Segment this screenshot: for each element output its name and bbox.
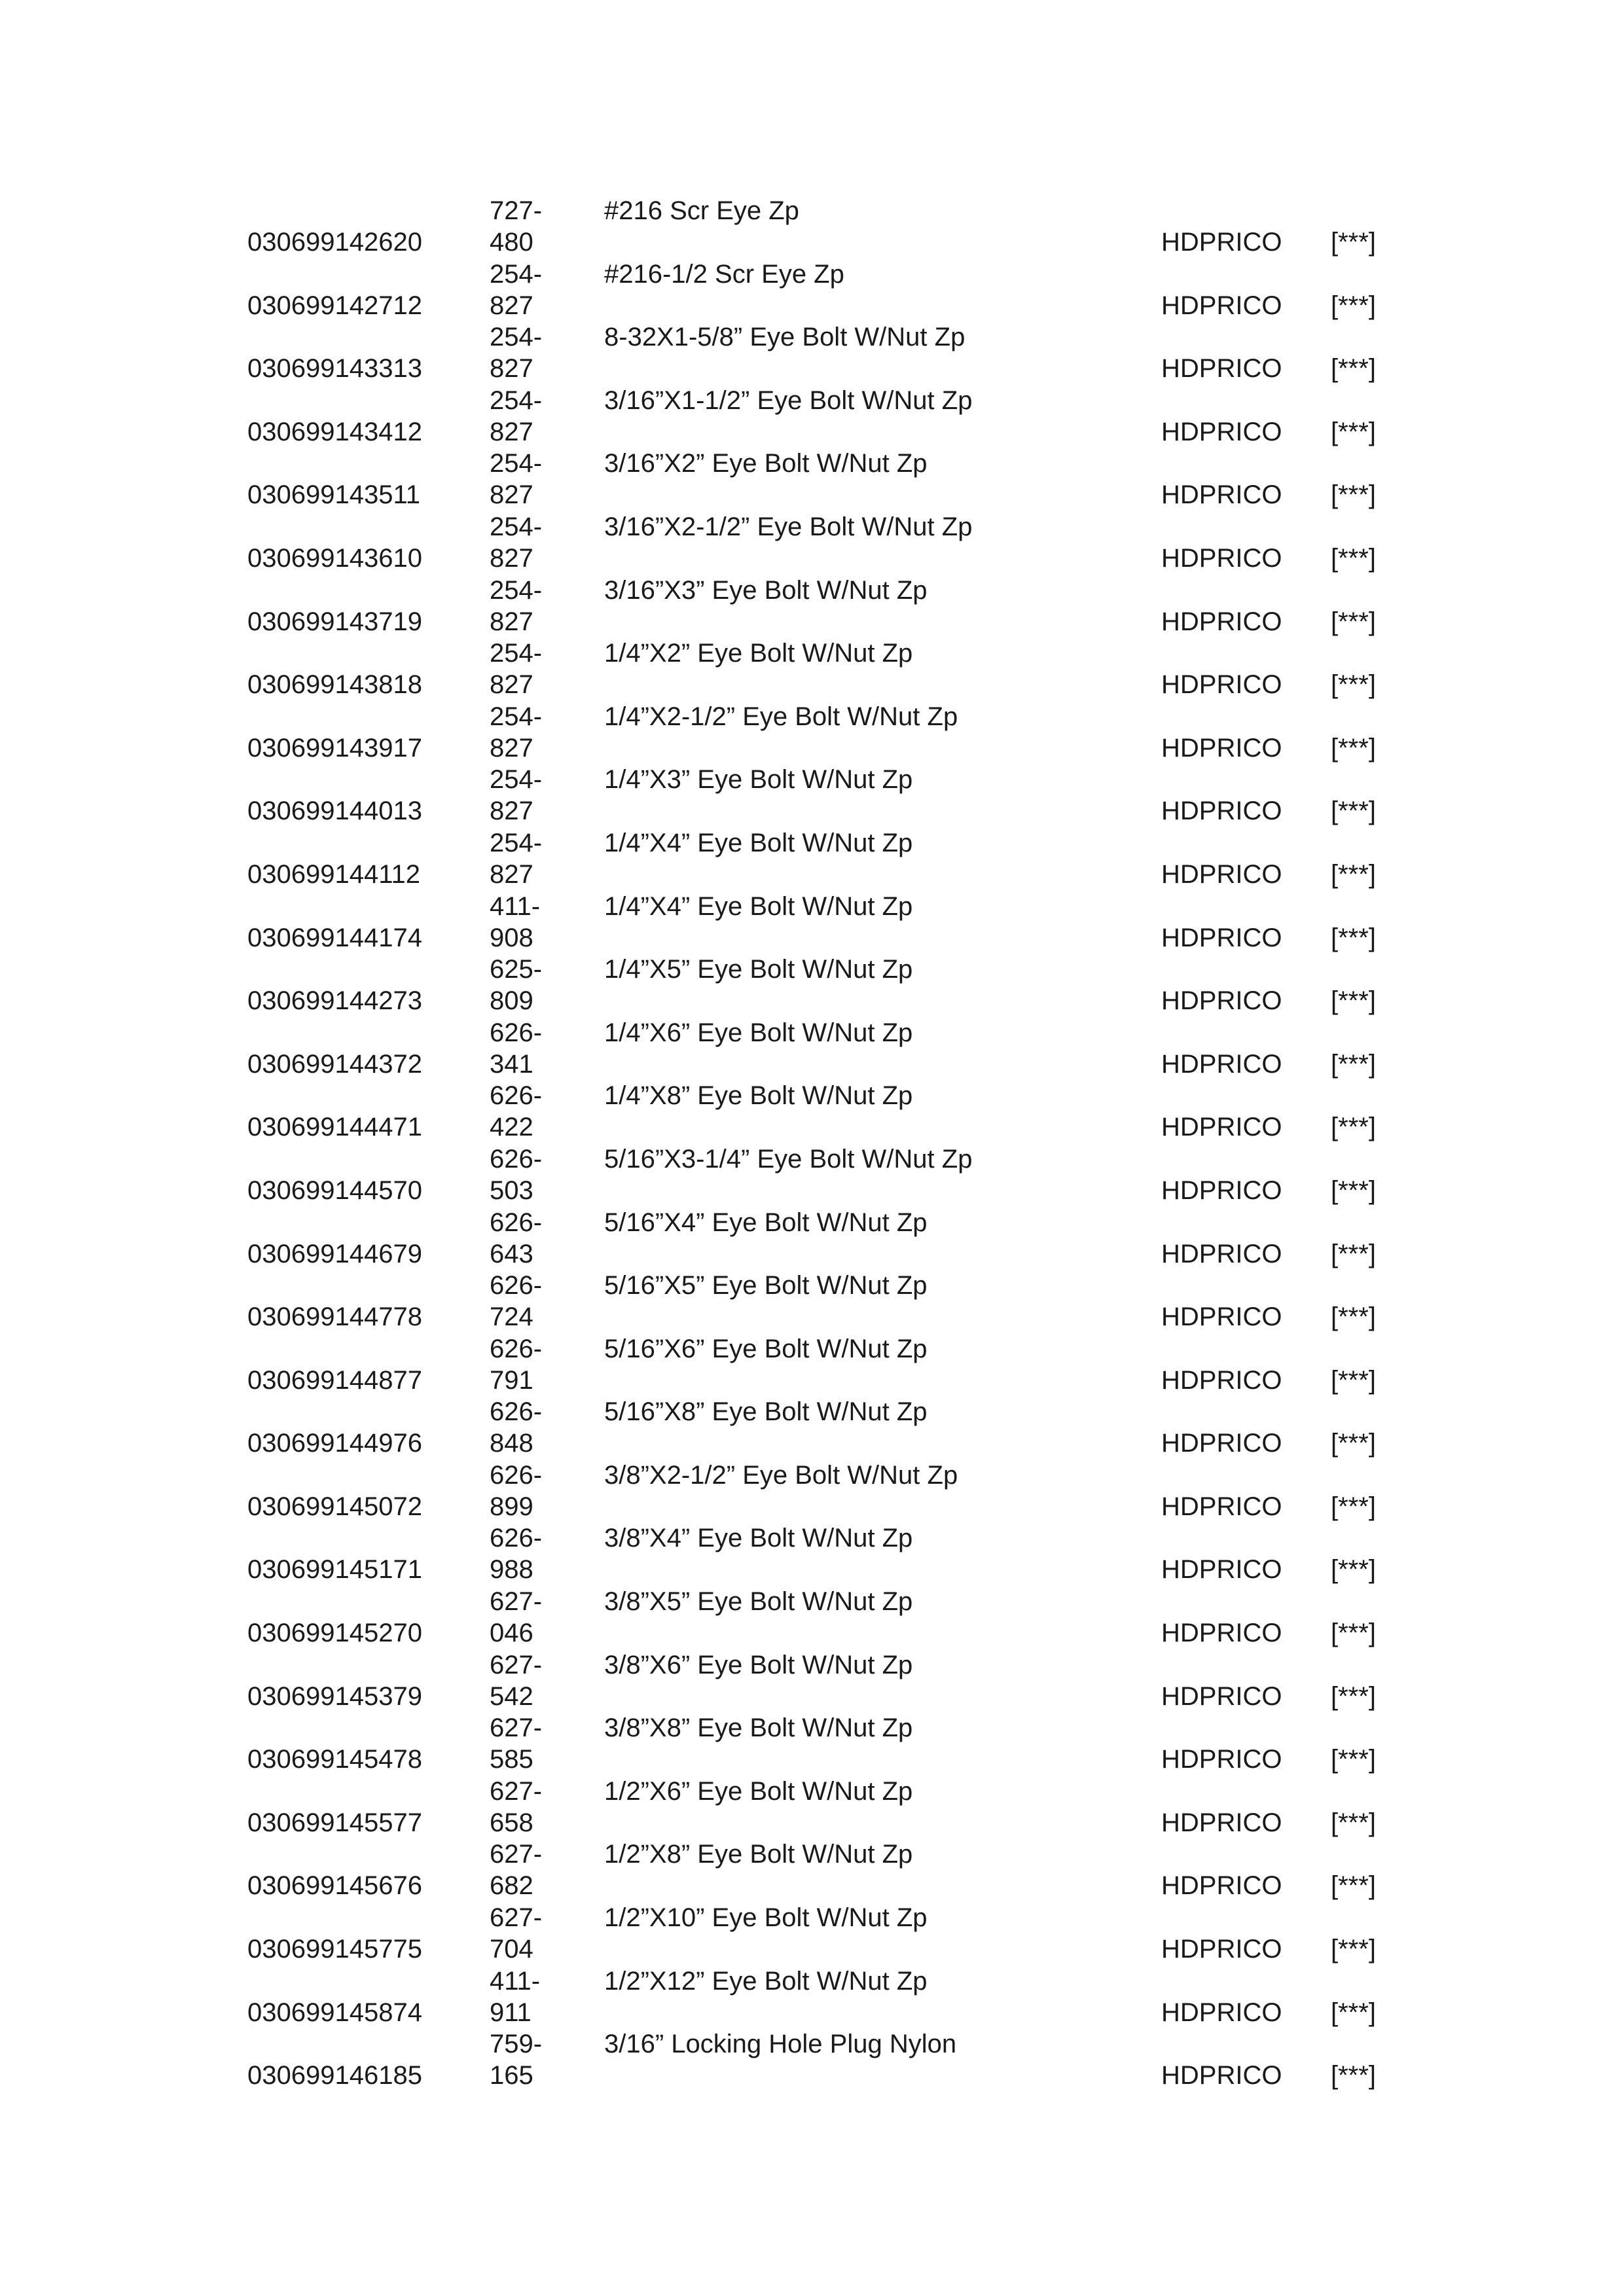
- model-number-prefix: 626-: [490, 1208, 543, 1237]
- upc-code: 030699145775: [247, 1935, 422, 1964]
- model-number-prefix: 626-: [490, 1081, 543, 1111]
- model-number-prefix: 627-: [490, 1587, 543, 1617]
- item-description: 1/4”X2-1/2” Eye Bolt W/Nut Zp: [604, 702, 958, 731]
- upc-code: 030699145478: [247, 1745, 422, 1774]
- table-row: [247, 1776, 1399, 1839]
- model-number-suffix: 503: [490, 1175, 533, 1205]
- table-row: [247, 827, 1399, 891]
- item-description: 1/2”X8” Eye Bolt W/Nut Zp: [604, 1840, 913, 1869]
- table-row: [247, 259, 1399, 322]
- table-row: [247, 448, 1399, 511]
- model-number-suffix: 046: [490, 1619, 533, 1648]
- model-number-prefix: 411-: [490, 891, 541, 921]
- model-number: [490, 1522, 568, 1585]
- model-number-suffix: 899: [490, 1492, 533, 1521]
- vendor-code: HDPRICO: [1161, 670, 1282, 700]
- upc-code: 030699143917: [247, 733, 422, 762]
- model-number: [490, 1460, 568, 1522]
- redacted-price: [***]: [1331, 607, 1376, 636]
- upc-code: 030699145379: [247, 1681, 422, 1711]
- model-number: [490, 764, 568, 827]
- vendor-code: HDPRICO: [1161, 1998, 1282, 2027]
- model-number-prefix: 627-: [490, 1650, 543, 1679]
- vendor-code: HDPRICO: [1161, 1619, 1282, 1648]
- item-description: 3/16”X3” Eye Bolt W/Nut Zp: [604, 575, 928, 605]
- vendor-code: HDPRICO: [1161, 797, 1282, 826]
- redacted-price: [***]: [1331, 1113, 1376, 1142]
- vendor-code: HDPRICO: [1161, 986, 1282, 1016]
- upc-code: 030699144273: [247, 986, 422, 1016]
- model-number-suffix: 658: [490, 1808, 533, 1837]
- upc-code: 030699143313: [247, 354, 422, 384]
- upc-code: 030699144679: [247, 1239, 422, 1268]
- item-description: 1/4”X2” Eye Bolt W/Nut Zp: [604, 639, 913, 668]
- model-number-prefix: 254-: [490, 449, 543, 478]
- table-row: [247, 385, 1399, 448]
- model-number: [490, 575, 568, 637]
- table-row: [247, 637, 1399, 701]
- table-row: [247, 1080, 1399, 1143]
- vendor-code: HDPRICO: [1161, 1935, 1282, 1964]
- table-row: [247, 195, 1399, 259]
- vendor-code: HDPRICO: [1161, 1681, 1282, 1711]
- model-number: [490, 1143, 568, 1206]
- vendor-code: HDPRICO: [1161, 228, 1282, 257]
- model-number-suffix: 827: [490, 670, 533, 700]
- item-description: 1/4”X3” Eye Bolt W/Nut Zp: [604, 765, 913, 795]
- model-number: [490, 1965, 568, 2028]
- vendor-code: HDPRICO: [1161, 1302, 1282, 1332]
- model-number-prefix: 627-: [490, 1840, 543, 1869]
- table-row: [247, 1017, 1399, 1081]
- upc-code: 030699144112: [247, 859, 420, 889]
- item-description: 3/8”X6” Eye Bolt W/Nut Zp: [604, 1650, 913, 1679]
- upc-code: 030699144877: [247, 1365, 422, 1395]
- model-number: [490, 511, 568, 574]
- table-row: [247, 1965, 1399, 2029]
- item-description: #216 Scr Eye Zp: [604, 196, 799, 225]
- model-number-prefix: 626-: [490, 1334, 543, 1363]
- table-row: [247, 321, 1399, 385]
- upc-code: 030699143412: [247, 417, 422, 446]
- vendor-code: HDPRICO: [1161, 733, 1282, 762]
- upc-code: 030699142712: [247, 291, 422, 320]
- upc-code: 030699144174: [247, 923, 422, 952]
- model-number-prefix: 254-: [490, 323, 543, 352]
- item-description: 3/16”X2-1/2” Eye Bolt W/Nut Zp: [604, 512, 973, 541]
- upc-code: 030699144570: [247, 1175, 422, 1205]
- upc-code: 030699145072: [247, 1492, 422, 1521]
- upc-code: 030699145577: [247, 1808, 422, 1837]
- upc-code: 030699144013: [247, 797, 422, 826]
- table-row: [247, 1649, 1399, 1713]
- redacted-price: [***]: [1331, 1429, 1376, 1458]
- model-number-suffix: 809: [490, 986, 533, 1016]
- vendor-code: HDPRICO: [1161, 607, 1282, 636]
- redacted-price: [***]: [1331, 1935, 1376, 1964]
- model-number-suffix: 791: [490, 1365, 533, 1395]
- model-number: [490, 1333, 568, 1396]
- item-description: 8-32X1-5/8” Eye Bolt W/Nut Zp: [604, 323, 965, 352]
- upc-code: 030699144471: [247, 1113, 422, 1142]
- vendor-code: HDPRICO: [1161, 1745, 1282, 1774]
- model-number: [490, 1712, 568, 1775]
- model-number-suffix: 585: [490, 1745, 533, 1774]
- model-number-prefix: 625-: [490, 955, 543, 984]
- model-number: [490, 1902, 568, 1965]
- model-number-suffix: 827: [490, 607, 533, 636]
- model-number-prefix: 626-: [490, 1018, 543, 1047]
- model-number: [490, 891, 568, 954]
- table-row: [247, 2028, 1399, 2092]
- vendor-code: HDPRICO: [1161, 1871, 1282, 1901]
- model-number: [490, 259, 568, 321]
- upc-code: 030699145676: [247, 1871, 422, 1901]
- redacted-price: [***]: [1331, 1175, 1376, 1205]
- model-number-suffix: 542: [490, 1681, 533, 1711]
- model-number-prefix: 626-: [490, 1460, 543, 1490]
- vendor-code: HDPRICO: [1161, 923, 1282, 952]
- redacted-price: [***]: [1331, 1808, 1376, 1837]
- upc-code: 030699144778: [247, 1302, 422, 1332]
- item-description: 1/4”X6” Eye Bolt W/Nut Zp: [604, 1018, 913, 1047]
- vendor-code: HDPRICO: [1161, 1239, 1282, 1268]
- redacted-price: [***]: [1331, 1555, 1376, 1585]
- model-number-prefix: 627-: [490, 1776, 543, 1806]
- table-row: [247, 575, 1399, 638]
- vendor-code: HDPRICO: [1161, 354, 1282, 384]
- vendor-code: HDPRICO: [1161, 1049, 1282, 1079]
- model-number: [490, 321, 568, 384]
- redacted-price: [***]: [1331, 1745, 1376, 1774]
- model-number-prefix: 254-: [490, 639, 543, 668]
- item-description: 3/16”X1-1/2” Eye Bolt W/Nut Zp: [604, 386, 973, 415]
- item-description: 5/16”X5” Eye Bolt W/Nut Zp: [604, 1271, 928, 1300]
- model-number-suffix: 827: [490, 291, 533, 320]
- table-row: [247, 1333, 1399, 1397]
- model-number-prefix: 759-: [490, 2030, 543, 2059]
- item-description: 3/8”X4” Eye Bolt W/Nut Zp: [604, 1524, 913, 1553]
- model-number-prefix: 254-: [490, 765, 543, 795]
- redacted-price: [***]: [1331, 354, 1376, 384]
- model-number: [490, 195, 568, 258]
- table-row: [247, 764, 1399, 827]
- item-description: #216-1/2 Scr Eye Zp: [604, 259, 844, 289]
- model-number-suffix: 827: [490, 859, 533, 889]
- model-number-prefix: 627-: [490, 1713, 543, 1743]
- model-number: [490, 1207, 568, 1270]
- table-row: [247, 1712, 1399, 1776]
- model-number-prefix: 626-: [490, 1271, 543, 1300]
- model-number-suffix: 643: [490, 1239, 533, 1268]
- model-number: [490, 701, 568, 764]
- vendor-code: HDPRICO: [1161, 859, 1282, 889]
- model-number-prefix: 727-: [490, 196, 543, 225]
- model-number-prefix: 254-: [490, 828, 543, 857]
- model-number-suffix: 988: [490, 1555, 533, 1585]
- vendor-code: HDPRICO: [1161, 1555, 1282, 1585]
- item-description: 1/4”X4” Eye Bolt W/Nut Zp: [604, 828, 913, 857]
- upc-code: 030699146185: [247, 2061, 422, 2090]
- item-description: 1/4”X8” Eye Bolt W/Nut Zp: [604, 1081, 913, 1111]
- model-number: [490, 954, 568, 1016]
- redacted-price: [***]: [1331, 859, 1376, 889]
- model-number-suffix: 422: [490, 1113, 533, 1142]
- redacted-price: [***]: [1331, 1239, 1376, 1268]
- vendor-code: HDPRICO: [1161, 543, 1282, 573]
- model-number: [490, 2028, 568, 2091]
- model-number-suffix: 724: [490, 1302, 533, 1332]
- table-row: [247, 1396, 1399, 1460]
- model-number-prefix: 626-: [490, 1144, 543, 1174]
- item-description: 3/16”X2” Eye Bolt W/Nut Zp: [604, 449, 928, 478]
- model-number: [490, 827, 568, 890]
- model-number: [490, 1017, 568, 1080]
- model-number-suffix: 827: [490, 543, 533, 573]
- vendor-code: HDPRICO: [1161, 1113, 1282, 1142]
- model-number-suffix: 827: [490, 797, 533, 826]
- item-description: 1/2”X10” Eye Bolt W/Nut Zp: [604, 1903, 928, 1933]
- table-row: [247, 1839, 1399, 1902]
- table-row: [247, 1522, 1399, 1586]
- model-number: [490, 1649, 568, 1712]
- item-description: 1/2”X12” Eye Bolt W/Nut Zp: [604, 1966, 928, 1996]
- redacted-price: [***]: [1331, 228, 1376, 257]
- table-row: [247, 1586, 1399, 1649]
- redacted-price: [***]: [1331, 1049, 1376, 1079]
- model-number-prefix: 254-: [490, 702, 543, 731]
- redacted-price: [***]: [1331, 1365, 1376, 1395]
- model-number-prefix: 626-: [490, 1524, 543, 1553]
- vendor-code: HDPRICO: [1161, 1429, 1282, 1458]
- model-number: [490, 1586, 568, 1649]
- model-number: [490, 1776, 568, 1839]
- model-number-suffix: 827: [490, 480, 533, 510]
- model-number-prefix: 626-: [490, 1397, 543, 1427]
- redacted-price: [***]: [1331, 291, 1376, 320]
- model-number: [490, 385, 568, 448]
- redacted-price: [***]: [1331, 417, 1376, 446]
- vendor-code: HDPRICO: [1161, 1175, 1282, 1205]
- model-number-prefix: 254-: [490, 575, 543, 605]
- redacted-price: [***]: [1331, 1998, 1376, 2027]
- item-description: 5/16”X6” Eye Bolt W/Nut Zp: [604, 1334, 928, 1363]
- model-number-suffix: 480: [490, 228, 533, 257]
- table-row: [247, 1207, 1399, 1270]
- model-number-suffix: 848: [490, 1429, 533, 1458]
- redacted-price: [***]: [1331, 923, 1376, 952]
- item-description: 5/16”X8” Eye Bolt W/Nut Zp: [604, 1397, 928, 1427]
- upc-code: 030699145270: [247, 1619, 422, 1648]
- vendor-code: HDPRICO: [1161, 1492, 1282, 1521]
- model-number-suffix: 682: [490, 1871, 533, 1901]
- vendor-code: HDPRICO: [1161, 291, 1282, 320]
- upc-code: 030699144976: [247, 1429, 422, 1458]
- model-number-suffix: 165: [490, 2061, 533, 2090]
- model-number: [490, 1270, 568, 1333]
- redacted-price: [***]: [1331, 733, 1376, 762]
- model-number-suffix: 827: [490, 417, 533, 446]
- model-number-suffix: 827: [490, 733, 533, 762]
- item-description: 5/16”X4” Eye Bolt W/Nut Zp: [604, 1208, 928, 1237]
- item-description: 1/4”X4” Eye Bolt W/Nut Zp: [604, 891, 913, 921]
- redacted-price: [***]: [1331, 2061, 1376, 2090]
- model-number: [490, 1839, 568, 1901]
- upc-code: 030699143610: [247, 543, 422, 573]
- upc-code: 030699144372: [247, 1049, 422, 1079]
- redacted-price: [***]: [1331, 480, 1376, 510]
- upc-code: 030699142620: [247, 228, 422, 257]
- model-number-suffix: 827: [490, 354, 533, 384]
- table-row: [247, 511, 1399, 575]
- model-number-prefix: 254-: [490, 259, 543, 289]
- redacted-price: [***]: [1331, 797, 1376, 826]
- model-number-suffix: 908: [490, 923, 533, 952]
- redacted-price: [***]: [1331, 1681, 1376, 1711]
- product-table: [247, 195, 1399, 2092]
- vendor-code: HDPRICO: [1161, 1365, 1282, 1395]
- redacted-price: [***]: [1331, 1871, 1376, 1901]
- upc-code: 030699145874: [247, 1998, 422, 2027]
- model-number-suffix: 911: [490, 1998, 532, 2027]
- redacted-price: [***]: [1331, 670, 1376, 700]
- table-row: [247, 701, 1399, 764]
- vendor-code: HDPRICO: [1161, 2061, 1282, 2090]
- upc-code: 030699143511: [247, 480, 420, 510]
- table-row: [247, 954, 1399, 1017]
- model-number-suffix: 704: [490, 1935, 533, 1964]
- item-description: 1/4”X5” Eye Bolt W/Nut Zp: [604, 955, 913, 984]
- table-row: [247, 1460, 1399, 1523]
- model-number-prefix: 411-: [490, 1966, 541, 1996]
- item-description: 1/2”X6” Eye Bolt W/Nut Zp: [604, 1776, 913, 1806]
- model-number-prefix: 627-: [490, 1903, 543, 1933]
- item-description: 3/8”X8” Eye Bolt W/Nut Zp: [604, 1713, 913, 1743]
- model-number-prefix: 254-: [490, 512, 543, 541]
- item-description: 3/8”X5” Eye Bolt W/Nut Zp: [604, 1587, 913, 1617]
- upc-code: 030699145171: [247, 1555, 422, 1585]
- upc-code: 030699143818: [247, 670, 422, 700]
- redacted-price: [***]: [1331, 1619, 1376, 1648]
- vendor-code: HDPRICO: [1161, 417, 1282, 446]
- item-description: 5/16”X3-1/4” Eye Bolt W/Nut Zp: [604, 1144, 973, 1174]
- table-row: [247, 1143, 1399, 1207]
- redacted-price: [***]: [1331, 986, 1376, 1016]
- model-number: [490, 448, 568, 511]
- vendor-code: HDPRICO: [1161, 1808, 1282, 1837]
- model-number: [490, 1396, 568, 1459]
- redacted-price: [***]: [1331, 543, 1376, 573]
- model-number: [490, 637, 568, 700]
- item-description: 3/8”X2-1/2” Eye Bolt W/Nut Zp: [604, 1460, 958, 1490]
- table-row: [247, 1902, 1399, 1965]
- redacted-price: [***]: [1331, 1302, 1376, 1332]
- model-number: [490, 1080, 568, 1143]
- upc-code: 030699143719: [247, 607, 422, 636]
- table-row: [247, 1270, 1399, 1333]
- redacted-price: [***]: [1331, 1492, 1376, 1521]
- model-number-prefix: 254-: [490, 386, 543, 415]
- vendor-code: HDPRICO: [1161, 480, 1282, 510]
- table-row: [247, 891, 1399, 954]
- model-number-suffix: 341: [490, 1049, 533, 1079]
- item-description: 3/16” Locking Hole Plug Nylon: [604, 2030, 957, 2059]
